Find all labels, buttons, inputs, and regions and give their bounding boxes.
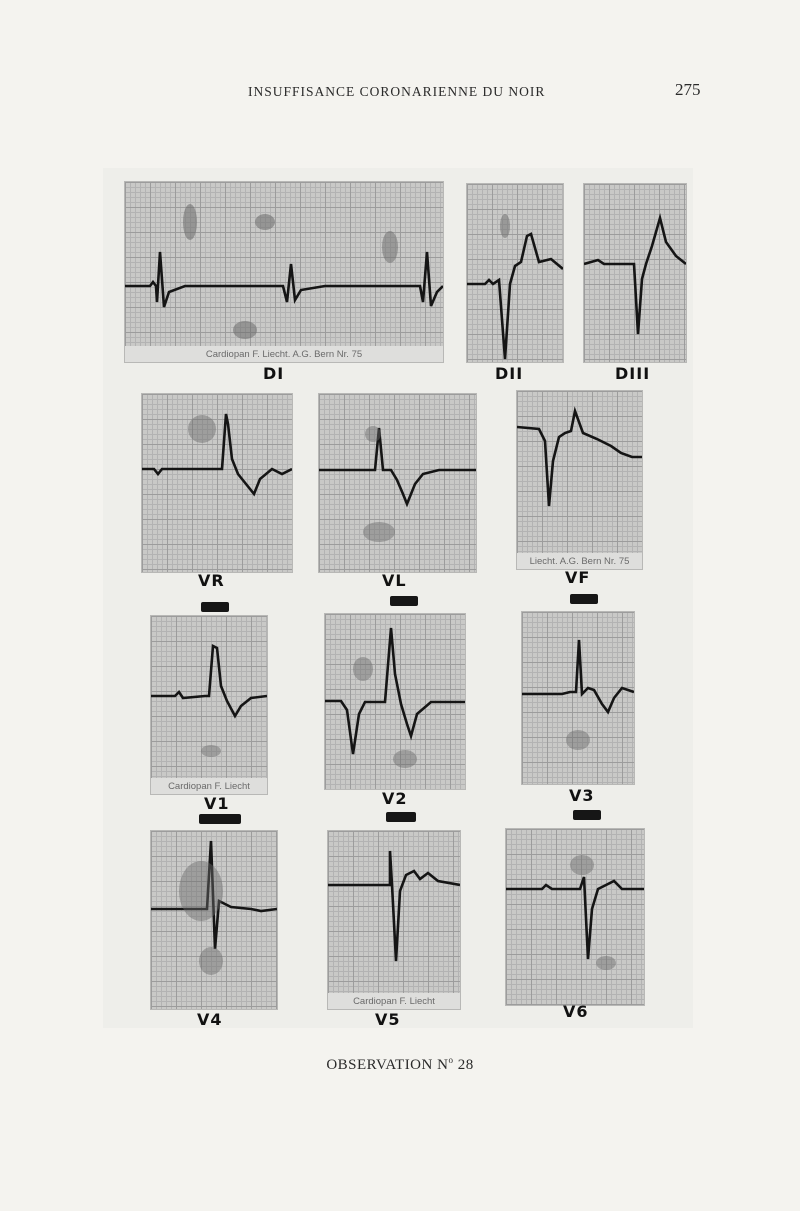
lead-label-di: DI <box>263 364 285 383</box>
ecg-strip-vl <box>318 393 477 573</box>
lead-label-v1: V1 <box>204 794 230 813</box>
ecg-trace-v6 <box>506 829 644 1005</box>
ecg-trace-vr <box>142 394 292 572</box>
ecg-plate <box>103 168 693 1028</box>
lead-label-dii: DII <box>495 364 524 383</box>
paper-imprint: Liecht. A.G. Bern Nr. 75 <box>529 556 630 567</box>
tape-mark <box>570 594 598 604</box>
ecg-strip-v2 <box>324 613 466 790</box>
paper-imprint: Cardiopan F. Liecht <box>353 996 435 1007</box>
strip-footer <box>517 553 642 569</box>
ecg-strip-vr <box>141 393 293 573</box>
lead-label-vl: VL <box>382 571 407 590</box>
ecg-strip-di <box>124 181 444 363</box>
running-title: INSUFFISANCE CORONARIENNE DU NOIR <box>248 84 546 99</box>
page-number: 275 <box>675 80 701 99</box>
ecg-trace-diii <box>584 184 686 362</box>
caption-number: 28 <box>457 1057 474 1073</box>
ecg-strip-v5 <box>327 830 461 1010</box>
ecg-trace-dii <box>467 184 563 362</box>
ecg-trace-v4 <box>151 831 277 1009</box>
ecg-strip-v4 <box>150 830 278 1010</box>
ecg-strip-v3 <box>521 611 635 785</box>
ecg-trace-v5 <box>328 831 460 1009</box>
figure-caption <box>0 1055 800 1074</box>
paper-imprint: Cardiopan F. Liecht <box>168 781 250 792</box>
caption-main: OBSERVATION N <box>326 1057 449 1073</box>
tape-mark <box>390 596 418 606</box>
ecg-trace-vl <box>319 394 476 572</box>
lead-label-v2: V2 <box>382 789 408 808</box>
ecg-strip-dii <box>466 183 564 363</box>
lead-label-v5: V5 <box>375 1010 401 1029</box>
ecg-trace-di <box>125 182 443 362</box>
ecg-trace-v3 <box>522 612 634 784</box>
ecg-trace-v1 <box>151 616 267 794</box>
running-head <box>0 82 800 106</box>
strip-footer <box>151 778 267 794</box>
caption-degree: o <box>448 1055 454 1065</box>
lead-label-diii: DIII <box>615 364 651 383</box>
ecg-strip-vf <box>516 390 643 570</box>
ecg-strip-v1 <box>150 615 268 795</box>
ecg-trace-v2 <box>325 614 465 789</box>
paper-imprint: Cardiopan F. Liecht. A.G. Bern Nr. 75 <box>205 349 363 360</box>
tape-mark <box>201 602 229 612</box>
tape-mark <box>386 812 416 822</box>
lead-label-vr: VR <box>198 571 225 590</box>
lead-label-v3: V3 <box>569 786 595 805</box>
tape-mark <box>573 810 601 820</box>
ecg-strip-v6 <box>505 828 645 1006</box>
lead-label-v6: V6 <box>563 1002 589 1021</box>
lead-label-v4: V4 <box>197 1010 223 1029</box>
lead-label-vf: VF <box>565 568 591 587</box>
strip-footer <box>328 993 460 1009</box>
strip-footer <box>125 346 443 362</box>
ecg-trace-vf <box>517 391 642 569</box>
ecg-strip-diii <box>583 183 687 363</box>
tape-mark <box>199 814 241 824</box>
